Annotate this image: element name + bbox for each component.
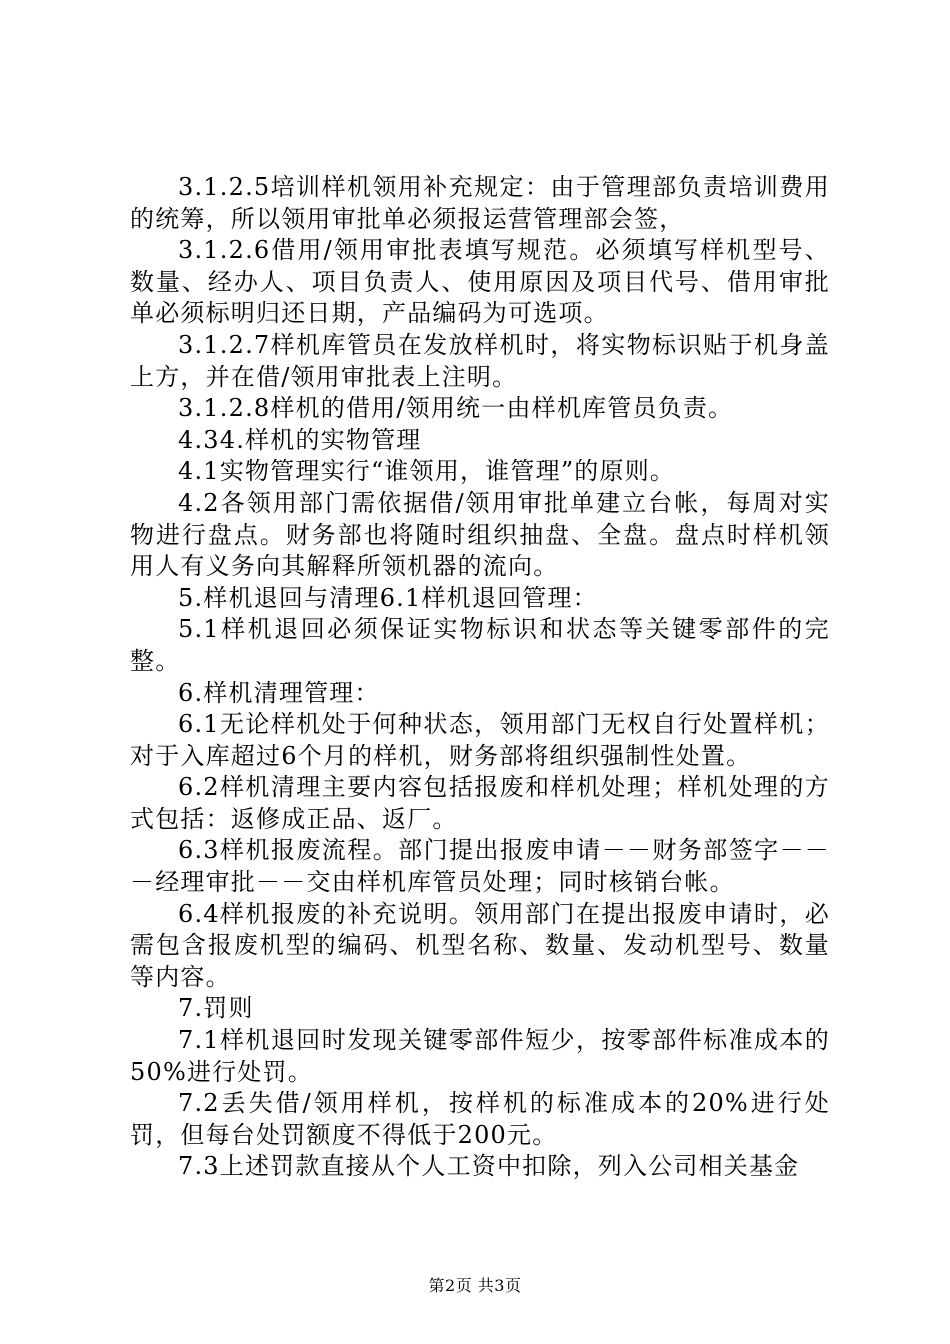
paragraph-5-1: 5.1样机退回必须保证实物标识和状态等关键零部件的完整。	[130, 615, 830, 675]
paragraph-7-1: 7.1样机退回时发现关键零部件短少，按零部件标准成本的50%进行处罚。	[130, 1026, 830, 1086]
paragraph-6-4: 6.4样机报废的补充说明。领用部门在提出报废申请时，必需包含报废机型的编码、机型名称、数量、发动机型号、数量等内容。	[130, 899, 830, 991]
paragraph-3-1-2-5: 3.1.2.5培训样机领用补充规定：由于管理部负责培训费用的统筹，所以领用审批单必须报运营管理部会签，	[130, 173, 830, 233]
paragraph-6-1: 6.1无论样机处于何种状态，领用部门无权自行处置样机；对于入库超过6个月的样机，财务部将组织强制性处置。	[130, 710, 830, 770]
page-number-label: 第2页 共3页	[428, 1276, 522, 1295]
paragraph-6-2: 6.2样机清理主要内容包括报废和样机处理；样机处理的方式包括：返修成正品、返厂。	[130, 773, 830, 833]
paragraph-3-1-2-7: 3.1.2.7样机库管员在发放样机时，将实物标识贴于机身盖上方，并在借/领用审批表上注明。	[130, 330, 830, 391]
section-heading-4-34: 4.34.样机的实物管理	[178, 425, 422, 454]
paragraph-4-1: 4.1实物管理实行“谁领用，谁管理”的原则。	[178, 457, 676, 486]
page-footer	[0, 1276, 950, 1296]
section-heading-6: 6.样机清理管理：	[178, 678, 380, 707]
section-heading-5: 5.样机退回与清理6.1样机退回管理：	[178, 583, 598, 612]
paragraph-3-1-2-8: 3.1.2.8样机的借用/领用统一由样机库管员负责。	[178, 394, 734, 423]
document-body	[130, 172, 830, 1183]
paragraph-7-2: 7.2丢失借/领用样机，按样机的标准成本的20%进行处罚，但每台处罚额度不得低于200元。	[130, 1089, 830, 1149]
paragraph-4-2: 4.2各领用部门需依据借/领用审批单建立台帐，每周对实物进行盘点。财务部也将随时组织抽盘、全盘。盘点时样机领用人有义务向其解释所领机器的流向。	[130, 488, 830, 581]
paragraph-3-1-2-6: 3.1.2.6借用/领用审批表填写规范。必须填写样机型号、数量、经办人、项目负责人、使用原因及项目代号、借用审批单必须标明归还日期，产品编码为可选项。	[130, 236, 830, 328]
paragraph-6-3: 6.3样机报废流程。部门提出报废申请－－财务部签字－－－经理审批－－交由样机库管员处理；同时核销台帐。	[130, 836, 830, 897]
paragraph-7-3: 7.3上述罚款直接从个人工资中扣除，列入公司相关基金	[178, 1152, 800, 1181]
section-heading-7: 7.罚则	[178, 994, 254, 1023]
